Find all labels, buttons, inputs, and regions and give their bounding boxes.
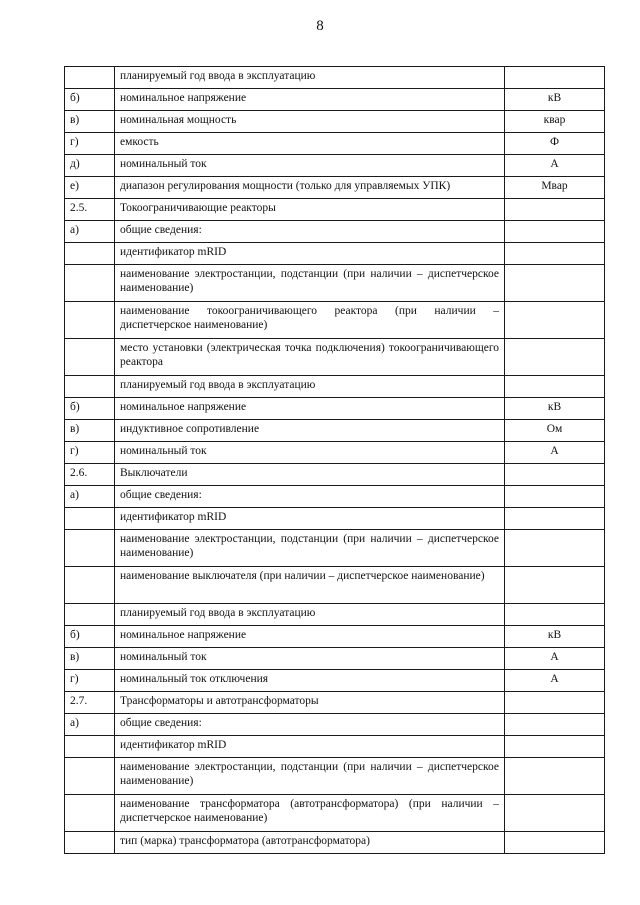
row-number: 2.5. (65, 199, 115, 221)
row-number (65, 567, 115, 604)
row-unit: Мвар (505, 177, 605, 199)
row-unit: А (505, 670, 605, 692)
row-description: общие сведения: (115, 486, 505, 508)
row-unit (505, 795, 605, 832)
row-number (65, 67, 115, 89)
row-description: индуктивное сопротивление (115, 420, 505, 442)
row-number (65, 795, 115, 832)
page-number: 8 (316, 18, 324, 34)
row-number: в) (65, 648, 115, 670)
row-number: е) (65, 177, 115, 199)
row-number: г) (65, 133, 115, 155)
table-row (65, 670, 605, 692)
row-number: б) (65, 89, 115, 111)
table-row (65, 486, 605, 508)
row-description: номинальная мощность (115, 111, 505, 133)
row-unit: Ом (505, 420, 605, 442)
row-unit (505, 339, 605, 376)
table-row (65, 567, 605, 604)
table-row (65, 832, 605, 854)
row-number: 2.7. (65, 692, 115, 714)
row-number (65, 376, 115, 398)
row-unit (505, 199, 605, 221)
row-unit (505, 832, 605, 854)
table-row (65, 339, 605, 376)
row-unit: кВ (505, 398, 605, 420)
row-description: наименование электростанции, подстанции (при наличии – диспетчерское наименование) (115, 530, 505, 567)
row-unit: А (505, 442, 605, 464)
row-description: наименование выключателя (при наличии – диспетчерское наименование) (115, 567, 505, 604)
table-row (65, 758, 605, 795)
table-row (65, 155, 605, 177)
table-row (65, 398, 605, 420)
row-description: идентификатор mRID (115, 243, 505, 265)
row-description: планируемый год ввода в эксплуатацию (115, 376, 505, 398)
row-number: г) (65, 670, 115, 692)
row-description: номинальный ток (115, 648, 505, 670)
table-row (65, 442, 605, 464)
row-description: Трансформаторы и автотрансформаторы (115, 692, 505, 714)
row-description: Токоограничивающие реакторы (115, 199, 505, 221)
row-description: номинальное напряжение (115, 626, 505, 648)
row-number (65, 530, 115, 567)
table-row (65, 464, 605, 486)
row-unit (505, 508, 605, 530)
row-number: д) (65, 155, 115, 177)
row-description: идентификатор mRID (115, 736, 505, 758)
row-unit (505, 714, 605, 736)
row-unit: кВ (505, 626, 605, 648)
row-description: общие сведения: (115, 221, 505, 243)
row-unit (505, 243, 605, 265)
row-description: наименование электростанции, подстанции (при наличии – диспетчерское наименование) (115, 265, 505, 302)
row-unit (505, 376, 605, 398)
row-description: наименование трансформатора (автотрансформатора) (при наличии – диспетчерское наименование) (115, 795, 505, 832)
table-row (65, 177, 605, 199)
row-description: идентификатор mRID (115, 508, 505, 530)
row-number (65, 736, 115, 758)
table-row (65, 795, 605, 832)
row-number: а) (65, 486, 115, 508)
row-description: общие сведения: (115, 714, 505, 736)
row-description: планируемый год ввода в эксплуатацию (115, 67, 505, 89)
row-unit: Ф (505, 133, 605, 155)
row-description: номинальный ток (115, 155, 505, 177)
row-description: планируемый год ввода в эксплуатацию (115, 604, 505, 626)
table-row (65, 420, 605, 442)
table-body (65, 67, 605, 854)
row-number (65, 508, 115, 530)
table-row (65, 508, 605, 530)
table-row (65, 111, 605, 133)
row-unit (505, 604, 605, 626)
row-number (65, 832, 115, 854)
table-row (65, 376, 605, 398)
row-unit (505, 67, 605, 89)
table-row (65, 133, 605, 155)
row-number (65, 265, 115, 302)
row-description: Выключатели (115, 464, 505, 486)
table-row (65, 199, 605, 221)
row-number: в) (65, 420, 115, 442)
row-description: наименование токоограничивающего реактора (при наличии – диспетчерское наименование) (115, 302, 505, 339)
row-number (65, 302, 115, 339)
table-row (65, 714, 605, 736)
table-row (65, 302, 605, 339)
table-row (65, 626, 605, 648)
table-row (65, 692, 605, 714)
row-unit: кВ (505, 89, 605, 111)
row-number (65, 243, 115, 265)
table-row (65, 530, 605, 567)
row-unit (505, 692, 605, 714)
row-unit (505, 530, 605, 567)
row-number: а) (65, 221, 115, 243)
row-unit (505, 464, 605, 486)
row-description: номинальный ток отключения (115, 670, 505, 692)
parameters-table (64, 66, 605, 854)
row-description: место установки (электрическая точка подключения) токоограничивающего реактора (115, 339, 505, 376)
row-description: наименование электростанции, подстанции (при наличии – диспетчерское наименование) (115, 758, 505, 795)
row-unit: А (505, 155, 605, 177)
row-number: а) (65, 714, 115, 736)
row-unit (505, 221, 605, 243)
row-unit (505, 567, 605, 604)
table-row (65, 604, 605, 626)
row-unit (505, 758, 605, 795)
row-description: диапазон регулирования мощности (только для управляемых УПК) (115, 177, 505, 199)
row-description: номинальное напряжение (115, 89, 505, 111)
row-unit (505, 736, 605, 758)
table-row (65, 736, 605, 758)
table-row (65, 221, 605, 243)
row-number: б) (65, 398, 115, 420)
row-number: г) (65, 442, 115, 464)
row-unit: квар (505, 111, 605, 133)
row-unit (505, 265, 605, 302)
table-row (65, 67, 605, 89)
table-row (65, 648, 605, 670)
row-unit (505, 486, 605, 508)
row-description: емкость (115, 133, 505, 155)
row-number (65, 758, 115, 795)
row-description: тип (марка) трансформатора (автотрансформатора) (115, 832, 505, 854)
table-row (65, 265, 605, 302)
row-number: 2.6. (65, 464, 115, 486)
row-description: номинальный ток (115, 442, 505, 464)
row-number: б) (65, 626, 115, 648)
row-unit: А (505, 648, 605, 670)
row-number: в) (65, 111, 115, 133)
row-description: номинальное напряжение (115, 398, 505, 420)
table-row (65, 89, 605, 111)
row-unit (505, 302, 605, 339)
row-number (65, 339, 115, 376)
row-number (65, 604, 115, 626)
table-row (65, 243, 605, 265)
